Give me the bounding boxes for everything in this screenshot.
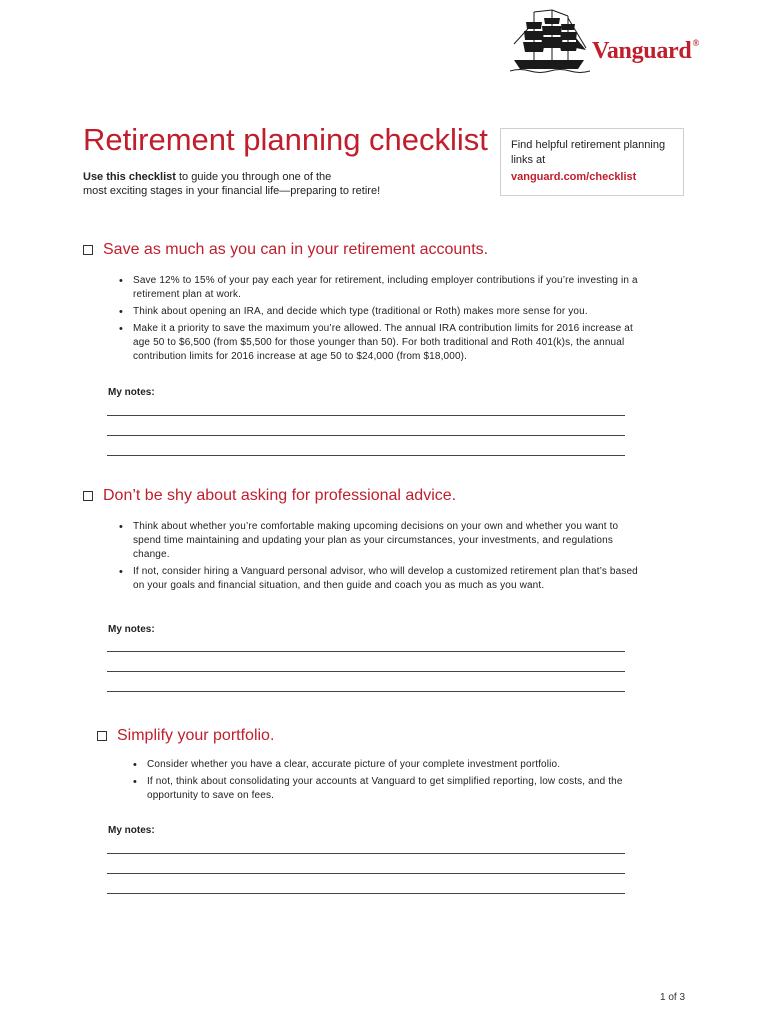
section-3-checkbox[interactable] xyxy=(97,731,107,741)
intro-text xyxy=(83,170,443,198)
brand-name: Vanguard xyxy=(592,38,692,64)
registered-mark: ® xyxy=(692,38,699,48)
sailing-ship-icon xyxy=(510,8,590,74)
intro-bold: Use this checklist xyxy=(83,171,176,183)
section-1-header xyxy=(83,241,488,259)
section-1-title: Save as much as you can in your retirement accounts. xyxy=(103,241,489,258)
note-line[interactable] xyxy=(107,455,625,456)
section-1-bullets xyxy=(119,274,639,367)
note-line[interactable] xyxy=(107,415,625,416)
list-item: • Consider whether you have a clear, accurate picture of your complete investment portfolio. xyxy=(133,758,653,772)
note-line[interactable] xyxy=(107,691,625,692)
note-line[interactable] xyxy=(107,435,625,436)
note-line[interactable] xyxy=(107,651,625,652)
list-item: • If not, think about consolidating your accounts at Vanguard to get simplified reporting, low costs, and the opportunity to save on fees. xyxy=(133,775,653,803)
list-item: • Think about whether you’re comfortable making upcoming decisions on your own and whether you want to spend time maintaining and updating your plan as your circumstances, your investments, and regulations change. xyxy=(119,520,639,562)
intro-line1: to guide you through one of the xyxy=(175,171,332,183)
section-3-title: Simplify your portfolio. xyxy=(117,727,275,744)
section-2-notes-label: My notes: xyxy=(108,624,155,635)
section-2-title: Don’t be shy about asking for professional advice. xyxy=(103,487,457,504)
section-2-bullets xyxy=(119,520,639,596)
note-line[interactable] xyxy=(107,853,625,854)
page-number: 1 of 3 xyxy=(660,992,686,1003)
helpful-links-box xyxy=(500,128,684,196)
checklist-link[interactable]: vanguard.com/checklist xyxy=(511,171,637,183)
list-item: • Think about opening an IRA, and decide which type (traditional or Roth) makes more sense for you. xyxy=(119,305,639,319)
section-3-bullets xyxy=(133,758,653,806)
section-2-header xyxy=(83,487,456,505)
list-item: • Make it a priority to save the maximum you’re allowed. The annual IRA contribution limits for 2016 increase at age 50 to $6,500 (from $5,500 for those younger than 50). For both traditional and Roth 401(k)s, the annual contribution limits for 2016 increase at age 50 to $24,000 (from $18,000). xyxy=(119,322,639,364)
note-line[interactable] xyxy=(107,671,625,672)
list-item: • Save 12% to 15% of your pay each year for retirement, including employer contributions if you’re investing in a retirement plan at work. xyxy=(119,274,639,302)
list-item: • If not, consider hiring a Vanguard personal advisor, who will develop a customized retirement plan that’s based on your goals and financial situation, and then guide and coach you as much as you want. xyxy=(119,565,639,593)
intro-line2: most exciting stages in your financial life—preparing to retire! xyxy=(83,185,381,197)
linkbox-text: Find helpful retirement planning links at xyxy=(511,139,666,166)
page-title: Retirement planning checklist xyxy=(83,122,488,157)
brand-logo xyxy=(592,38,699,65)
section-1-notes-label: My notes: xyxy=(108,387,155,398)
section-2-checkbox[interactable] xyxy=(83,491,93,501)
section-3-notes-label: My notes: xyxy=(108,825,155,836)
section-3-header xyxy=(97,727,274,745)
note-line[interactable] xyxy=(107,893,625,894)
note-line[interactable] xyxy=(107,873,625,874)
section-1-checkbox[interactable] xyxy=(83,245,93,255)
